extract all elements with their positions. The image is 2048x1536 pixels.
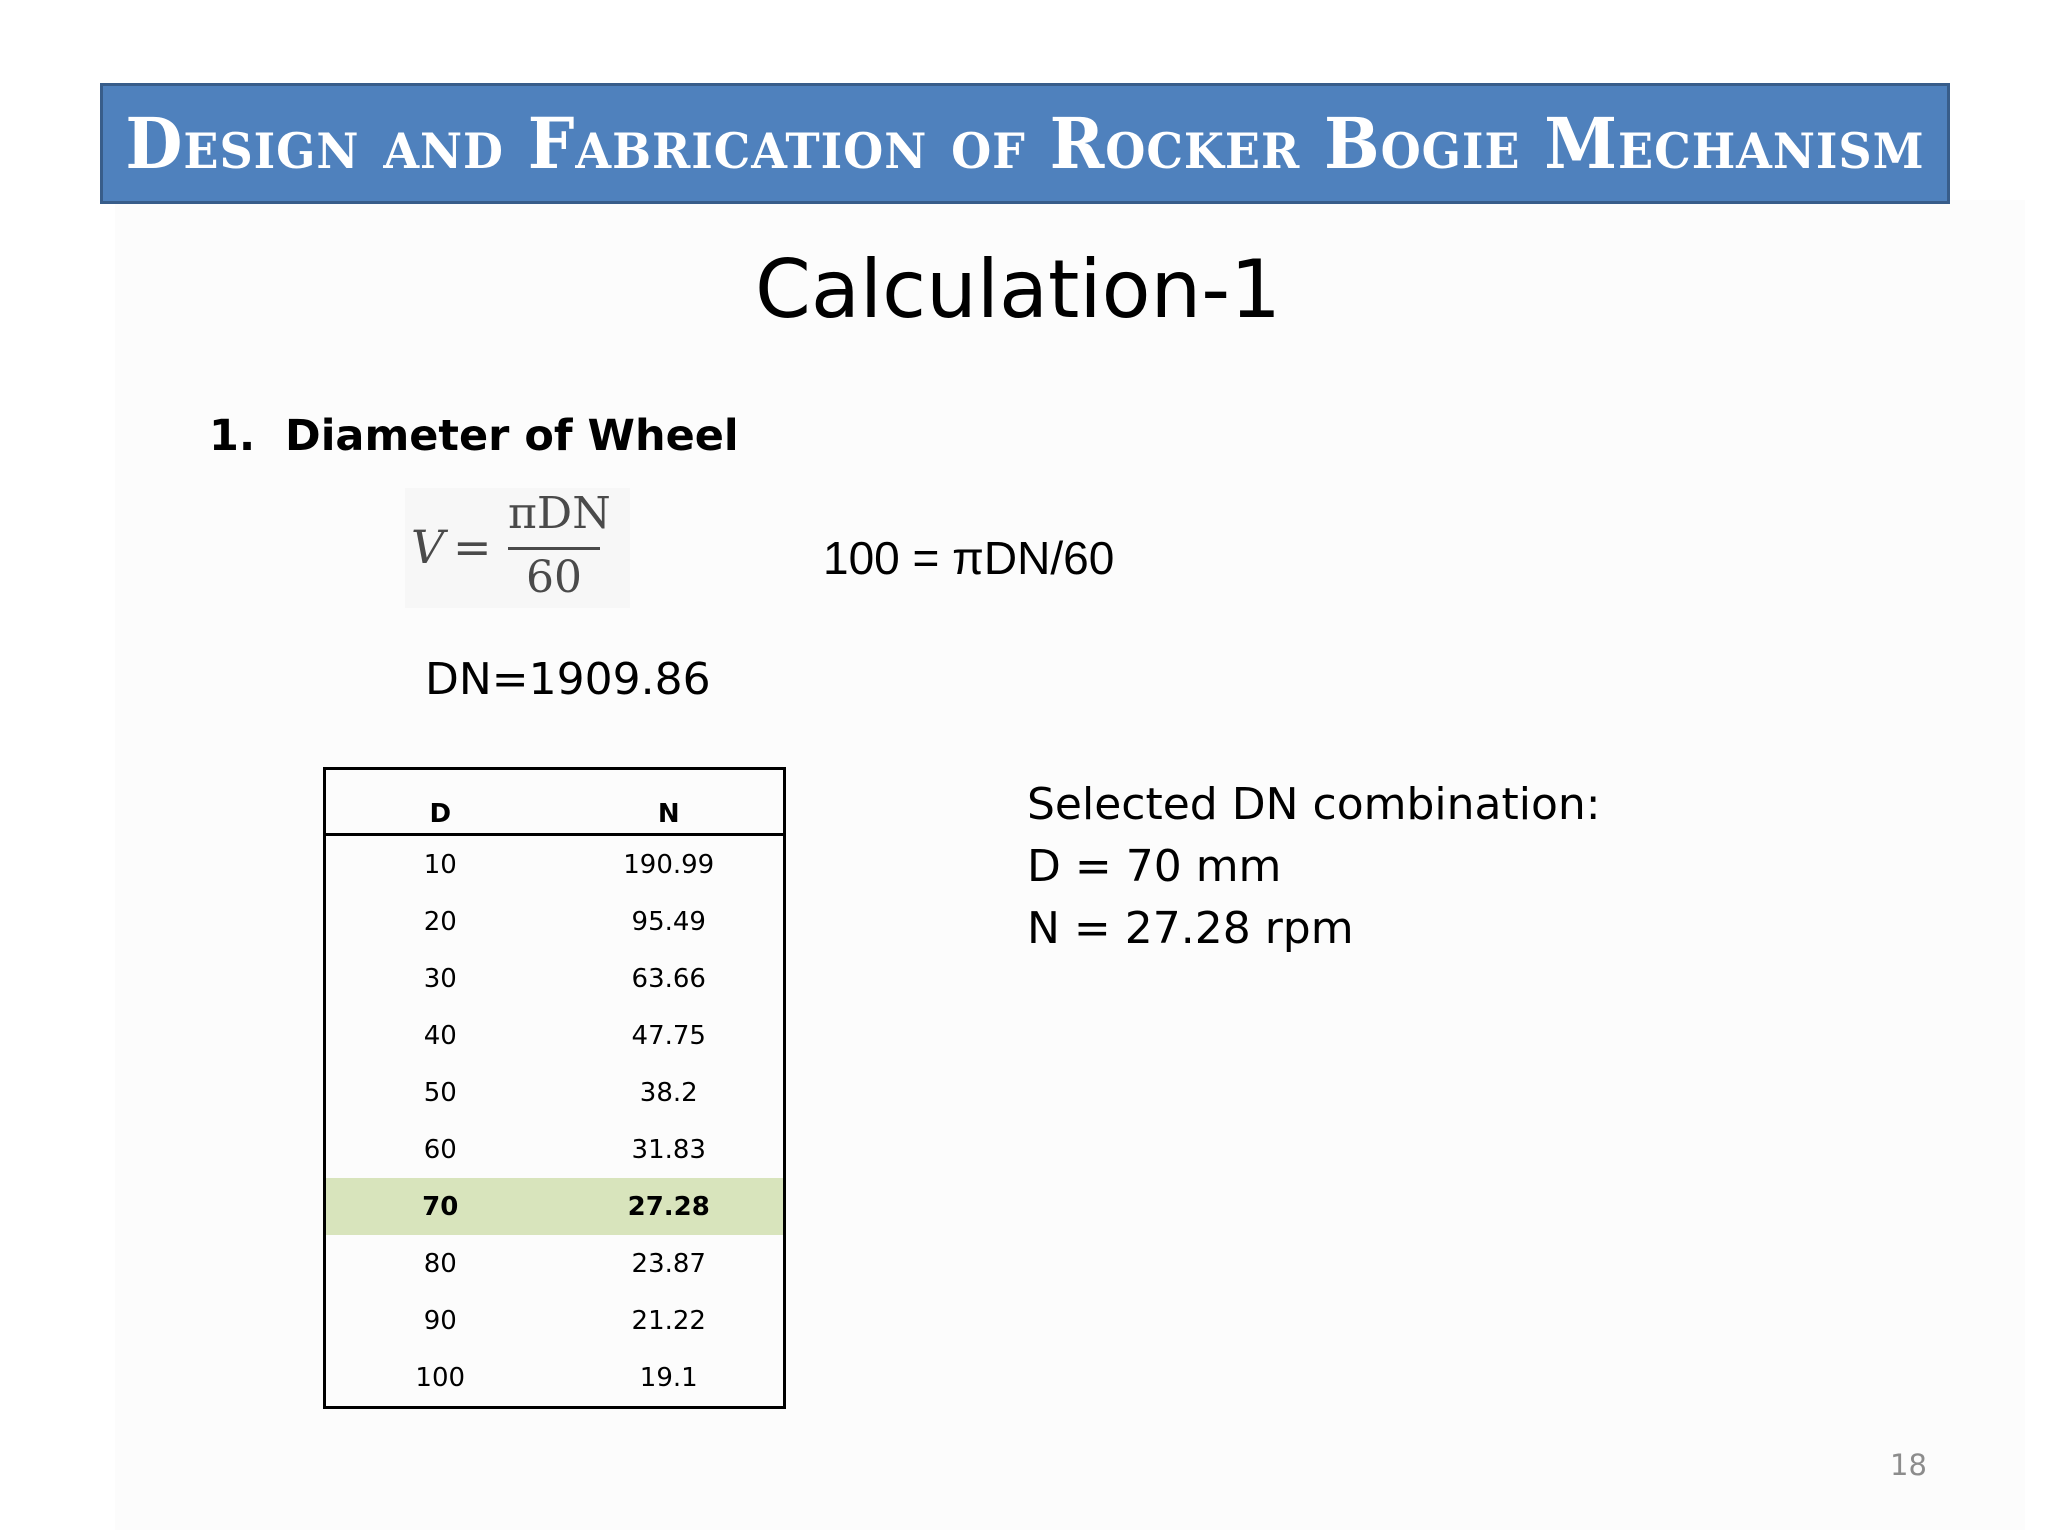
table-header-row — [325, 769, 785, 835]
cell-n: 95.49 — [631, 906, 706, 937]
column-header-d: D — [325, 769, 555, 835]
cell-n: 47.75 — [631, 1020, 706, 1051]
selection-n: N = 27.28 rpm — [1027, 903, 1354, 954]
table-row — [325, 893, 785, 950]
cell-n: 19.1 — [639, 1362, 698, 1393]
table-row — [325, 950, 785, 1007]
cell-n: 38.2 — [639, 1077, 698, 1108]
formula-lhs: V — [411, 520, 445, 574]
dn-result: DN=1909.86 — [425, 654, 711, 705]
header-title: Design and Fabrication of Rocker Bogie Mechanism — [125, 102, 1925, 185]
section-heading — [209, 408, 739, 464]
cell-d: 100 — [415, 1362, 466, 1393]
selection-d: D = 70 mm — [1027, 841, 1282, 892]
cell-n: 21.22 — [631, 1305, 706, 1336]
table-row — [325, 1121, 785, 1178]
selection-heading: Selected DN combination: — [1027, 779, 1601, 830]
table-row — [325, 1292, 785, 1349]
cell-d: 30 — [423, 963, 457, 994]
formula-numerator: πDN — [508, 488, 611, 539]
table-row — [325, 835, 785, 894]
slide-title: Calculation-1 — [754, 243, 1282, 336]
formula-equals: = — [453, 520, 492, 574]
page-number: 18 — [1890, 1448, 1927, 1482]
cell-n: 63.66 — [631, 963, 706, 994]
cell-d: 70 — [325, 1178, 555, 1235]
table-row-selected — [325, 1178, 785, 1235]
cell-d: 20 — [423, 906, 457, 937]
substituted-equation: 100 = πDN/60 — [823, 532, 1115, 584]
table-row — [325, 1064, 785, 1121]
dn-table — [323, 767, 786, 1409]
cell-n: 23.87 — [631, 1248, 706, 1279]
cell-n: 31.83 — [631, 1134, 706, 1165]
formula-denominator: 60 — [526, 552, 582, 603]
table-row — [325, 1235, 785, 1292]
cell-d: 90 — [423, 1305, 457, 1336]
selected-combination — [1027, 774, 1601, 960]
cell-d: 80 — [423, 1248, 457, 1279]
formula-fraction-bar — [508, 547, 600, 550]
velocity-formula — [405, 488, 630, 608]
cell-d: 50 — [423, 1077, 457, 1108]
section-number: 1. — [209, 411, 256, 461]
header-banner — [100, 83, 1950, 204]
section-heading-text: Diameter of Wheel — [285, 411, 739, 461]
table-row — [325, 1007, 785, 1064]
cell-n: 27.28 — [555, 1178, 785, 1235]
cell-n: 190.99 — [623, 849, 715, 880]
cell-d: 10 — [423, 849, 457, 880]
cell-d: 40 — [423, 1020, 457, 1051]
column-header-n: N — [555, 769, 785, 835]
cell-d: 60 — [423, 1134, 457, 1165]
table-row — [325, 1349, 785, 1408]
